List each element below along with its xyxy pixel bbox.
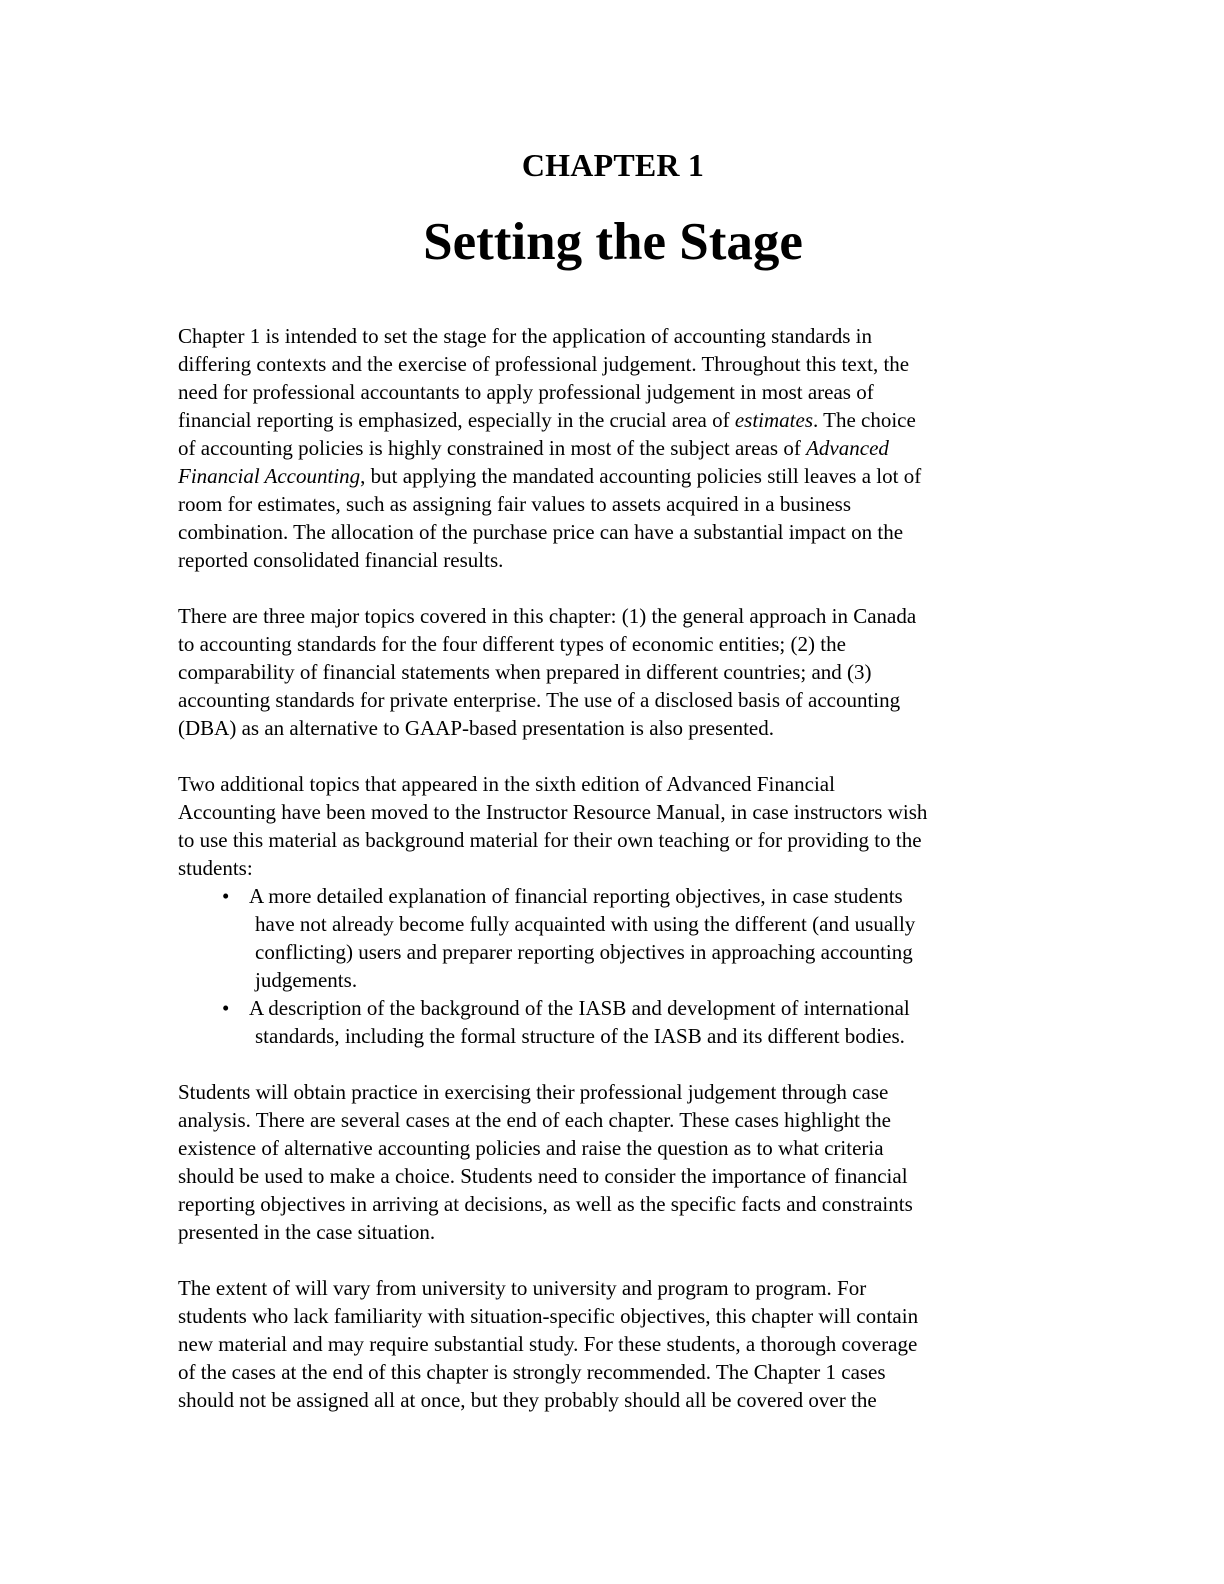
text-run: of accounting policies is highly constrained in most of the subject areas of (178, 436, 807, 460)
text-line: differing contexts and the exercise of professional judgement. Throughout this text, the (178, 352, 910, 376)
document-body (178, 322, 1048, 1414)
paragraph-topics (178, 602, 1048, 742)
text-line: combination. The allocation of the purchase price can have a substantial impact on the (178, 520, 904, 544)
bullet-item (178, 994, 1048, 1050)
text-run: . The choice (813, 408, 916, 432)
emphasis-book-title: Financial Accounting (178, 464, 361, 488)
text-line: (DBA) as an alternative to GAAP-based presentation is also presented. (178, 716, 774, 740)
text-line: Two additional topics that appeared in the sixth edition of Advanced Financial (178, 772, 835, 796)
paragraph-gap (178, 1246, 1048, 1274)
text-run: financial reporting is emphasized, especially in the crucial area of (178, 408, 735, 432)
paragraph-gap (178, 574, 1048, 602)
text-line: should be used to make a choice. Students need to consider the importance of financial (178, 1164, 908, 1188)
paragraph-case-practice (178, 1078, 1048, 1246)
text-line: conflicting) users and preparer reporting objectives in approaching accounting (255, 940, 913, 964)
text-line: students who lack familiarity with situation-specific objectives, this chapter will contain (178, 1304, 919, 1328)
text-line (178, 462, 1048, 490)
paragraph-gap (178, 1050, 1048, 1078)
bullet-item (178, 882, 1048, 994)
text-line: accounting standards for private enterprise. The use of a disclosed basis of accounting (178, 688, 901, 712)
text-line: to use this material as background material for their own teaching or for providing to the (178, 828, 922, 852)
text-line (178, 434, 1048, 462)
paragraph-gap (178, 742, 1048, 770)
text-line (178, 882, 1048, 910)
text-line: reporting objectives in arriving at decisions, as well as the specific facts and constraints (178, 1192, 913, 1216)
text-line: new material and may require substantial study. For these students, a thorough coverage (178, 1332, 918, 1356)
text-line: Accounting have been moved to the Instructor Resource Manual, in case instructors wish (178, 800, 928, 824)
paragraph-extent (178, 1274, 1048, 1414)
text-line: of the cases at the end of this chapter is strongly recommended. The Chapter 1 cases (178, 1360, 886, 1384)
bullet-list (178, 882, 1048, 1050)
text-line: standards, including the formal structure of the IASB and its different bodies. (255, 1024, 905, 1048)
text-line: comparability of financial statements when prepared in different countries; and (3) (178, 660, 872, 684)
text-line: The extent of will vary from university to university and program to program. For (178, 1276, 867, 1300)
text-line: judgements. (255, 968, 358, 992)
text-line: reported consolidated financial results. (178, 548, 504, 572)
text-line: have not already become fully acquainted with using the different (and usually (255, 912, 916, 936)
text-line: existence of alternative accounting policies and raise the question as to what criteria (178, 1136, 884, 1160)
text-run: A more detailed explanation of financial reporting objectives, in case students (249, 884, 903, 908)
chapter-title: Setting the Stage (423, 213, 803, 271)
text-run: , but applying the mandated accounting policies still leaves a lot of (360, 464, 922, 488)
bullet-icon: • (222, 996, 230, 1020)
text-run: A description of the background of the IASB and development of international (249, 996, 910, 1020)
text-line: presented in the case situation. (178, 1220, 436, 1244)
text-line: analysis. There are several cases at the end of each chapter. These cases highlight the (178, 1108, 891, 1132)
text-line: should not be assigned all at once, but they probably should all be covered over the (178, 1388, 877, 1412)
text-line (178, 994, 1048, 1022)
text-line: There are three major topics covered in this chapter: (1) the general approach in Canada (178, 604, 917, 628)
paragraph-intro (178, 322, 1048, 574)
text-line: Students will obtain practice in exercising their professional judgement through case (178, 1080, 889, 1104)
text-line: need for professional accountants to apply professional judgement in most areas of (178, 380, 874, 404)
paragraph-additional-topics (178, 770, 1048, 882)
text-line: room for estimates, such as assigning fair values to assets acquired in a business (178, 492, 852, 516)
emphasis-book-title: Advanced (806, 436, 889, 460)
text-line: students: (178, 856, 253, 880)
text-line: to accounting standards for the four different types of economic entities; (2) the (178, 632, 846, 656)
chapter-label: CHAPTER 1 (521, 147, 705, 183)
emphasis-estimates: estimates (734, 408, 813, 432)
text-line (178, 406, 1048, 434)
bullet-icon: • (222, 884, 230, 908)
text-line: Chapter 1 is intended to set the stage for the application of accounting standards in (178, 324, 872, 348)
